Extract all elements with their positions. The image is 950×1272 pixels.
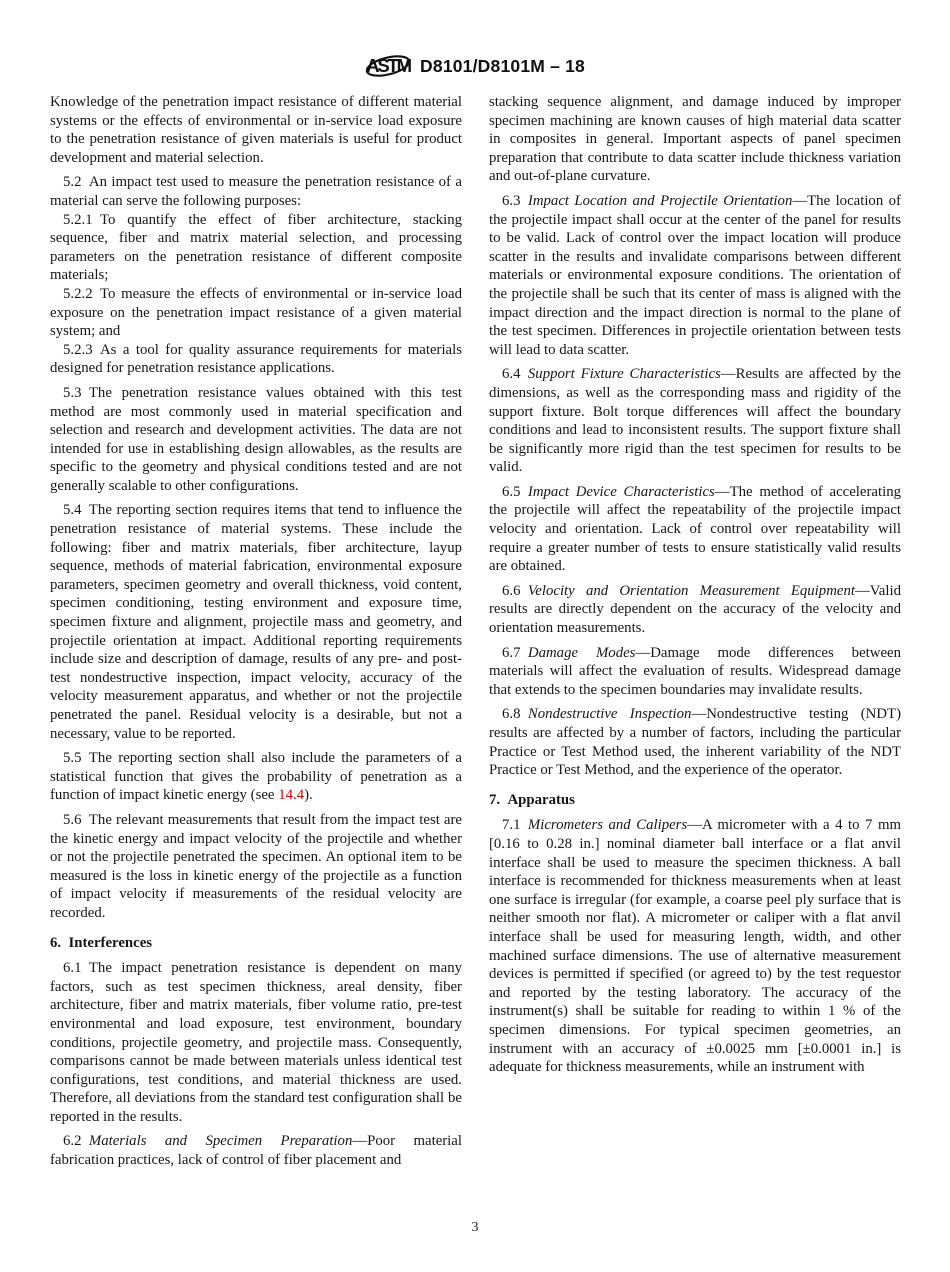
text-segment: 5.6 The relevant measurements that result from the impact test are the kinetic energy and impact velocity of the projectile and whether or not the projectile penetrated the specimen. An optional item to be measured is the loss in kinetic energy of the projectile as a function of impact velocity if measurements of the residual velocity are recorded. — [50, 811, 462, 921]
text-segment: 6.3 — [502, 192, 528, 209]
italic-lead: Impact Location and Projectile Orientation — [527, 192, 793, 209]
paragraph — [50, 959, 462, 1126]
text-segment: 6.2 — [63, 1133, 89, 1150]
paragraph — [489, 644, 901, 700]
text-segment: 5.2.1 To quantify the effect of fiber architecture, stacking sequence, fiber and matrix material selection, and processing parameters on the penetration resistance of different composite materials; — [50, 211, 462, 284]
text-segment: 7. Apparatus — [489, 791, 575, 808]
text-segment: 6.6 — [502, 582, 528, 599]
text-segment: 5.5 The reporting section shall also include the parameters of a statistical function that gives the probability of penetration as a function of impact kinetic energy (see — [50, 750, 462, 804]
paragraph — [50, 341, 462, 378]
text-segment: —Damage mode differences between materials will affect the evaluation of results. Widespread damage that extends to the specimen boundaries may invalidate results. — [489, 644, 901, 698]
italic-lead: Velocity and Orientation Measurement Equipment — [527, 582, 855, 599]
italic-lead: Micrometers and Calipers — [527, 817, 688, 834]
italic-lead: Support Fixture Characteristics — [527, 366, 721, 383]
paragraph — [50, 384, 462, 496]
page-number: 3 — [471, 1220, 479, 1235]
text-segment: 5.3 The penetration resistance values obtained with this test method are most commonly used in material specification and selection and research and development activities. The data are not intended for use in establishing design allowables, as the results are specific to the geometry and physical conditions tested and are not generally scalable to other configurations. — [50, 384, 462, 494]
paragraph — [489, 365, 901, 477]
text-segment: 6.7 — [502, 644, 528, 661]
document-body — [50, 93, 902, 1170]
text-segment: 6.4 — [502, 366, 528, 383]
italic-lead: Nondestructive Inspection — [527, 706, 692, 723]
page-footer — [0, 1220, 950, 1236]
paragraph — [489, 192, 901, 359]
left-column — [50, 93, 462, 1170]
text-segment: —The location of the projectile impact shall occur at the center of the panel for results to be valid. Lack of control over the impact location will produce scatter in the results and invalidate comparisons between different materials or environmental exposure conditions. The orientation of the projectile shall be such that its center of mass is aligned with the impact direction and the impact direction is normal to the plane of the test specimen. Differences in projectile orientation between tests will lead to data scatter. — [489, 192, 901, 358]
text-segment: —Valid results are directly dependent on the accuracy of the velocity and orientation measurements. — [489, 582, 901, 637]
paragraph — [489, 93, 901, 186]
paragraph — [50, 811, 462, 923]
text-segment: 7.1 — [502, 817, 528, 834]
cross-reference-link[interactable]: 14.4 — [278, 787, 305, 804]
page-header — [0, 44, 950, 88]
text-segment: —Nondestructive testing (NDT) results are affected by a number of factors, including the particular Practice or Test Method used, the inherent variability of the NDT Practice or Test Method, and the experience of the operator. — [489, 706, 901, 779]
paragraph — [489, 483, 901, 576]
paragraph — [50, 173, 462, 210]
astm-logo-icon — [365, 48, 411, 84]
paragraph — [50, 1132, 462, 1169]
paragraph — [489, 705, 901, 779]
text-segment: —Poor material fabrication practices, lack of control of fiber placement and — [50, 1133, 462, 1169]
text-segment: 5.2.3 As a tool for quality assurance requirements for materials designed for penetration resistance applications. — [50, 341, 462, 377]
text-segment: stacking sequence alignment, and damage induced by improper specimen machining are known causes of high material data scatter in composites in general. Important aspects of panel specimen preparation that contribute to data scatter include thickness variation and out-of-plane curvature. — [489, 94, 901, 185]
paragraph — [50, 285, 462, 341]
paragraph — [50, 211, 462, 285]
right-column — [489, 93, 901, 1170]
italic-lead: Damage Modes — [527, 644, 636, 661]
paragraph — [50, 93, 462, 167]
text-segment: 5.4 The reporting section requires items that tend to influence the penetration resistance of material systems. These include the following: fiber and matrix materials, fiber architecture, layup sequence, methods of material fabrication, environmental exposure parameters, specimen geometry and overall thickness, void content, specimen conditioning, testing environment and exposure time, specimen fixture and alignment, projectile mass and geometry, and projectile orientation at impact. Additional reporting requirements include size and description of damage, results of any pre- and post-test nondestructive inspection, impact velocity, accuracy of the velocity measurement apparatus, and whether or not the projectile penetrated the panel. Residual velocity is a desirable, but not a necessary, value to be reported. — [50, 502, 462, 742]
section-heading — [489, 791, 901, 810]
standard-designation: D8101/D8101M – 18 — [420, 55, 585, 76]
text-segment: 6.1 The impact penetration resistance is dependent on many factors, such as test specimen thickness, areal density, fiber architecture, fiber and matrix materials, fiber volume ratio, pre-test environmental and load exposure, test environment, boundary conditions, projectile geometry, and projectile mass. Consequently, comparisons cannot be made between materials unless identical test configurations, test conditions, and material thickness are used. Therefore, all deviations from the standard test configuration shall be reported in the results. — [50, 960, 462, 1125]
paragraph — [50, 501, 462, 743]
text-segment: 6.8 — [502, 706, 528, 723]
italic-lead: Impact Device Characteristics — [527, 483, 715, 500]
text-segment: 6. Interferences — [50, 934, 153, 951]
svg-text:ASTM: ASTM — [366, 55, 410, 77]
text-segment: 5.2 An impact test used to measure the penetration resistance of a material can serve the following purposes: — [50, 174, 462, 209]
text-segment: Knowledge of the penetration impact resistance of different material systems or the effects of environmental or in-service load exposure to the penetration resistance of given materials is useful for product development and material selection. — [50, 94, 462, 166]
italic-lead: Materials and Specimen Preparation — [88, 1133, 353, 1150]
text-segment: ). — [304, 787, 313, 804]
text-segment: —A micrometer with a 4 to 7 mm [0.16 to 0.28 in.] nominal diameter ball interface or a flat anvil interface shall be used to measure the specimen thickness. A ball interface is recommended for thickness measurements when at least one surface is irregular (for example, a coarse peel ply surface that is neither smooth nor flat). A micrometer or caliper with a flat anvil interface shall be used for measuring length, width, and other machined surface dimensions. The use of alternative measurement devices is permitted if specified (or agreed to) by the test requestor and reported by the testing laboratory. The accuracy of the instrument(s) shall be suitable for reading to within 1 % of the specimen dimensions. For typical specimen geometries, an instrument with an accuracy of ±0.0025 mm [±0.0001 in.] is adequate for thickness measurements, while an instrument with — [489, 817, 901, 1076]
text-segment: —The method of accelerating the projectile will affect the repeatability of the projectile impact velocity and orientation. Lack of control over repeatability will require a greater number of tests to ensure statistically valid results are obtained. — [489, 483, 901, 575]
paragraph — [489, 582, 901, 638]
text-segment: 6.5 — [502, 483, 528, 500]
paragraph — [489, 816, 901, 1076]
text-segment: —Results are affected by the dimensions, as well as the corresponding mass and rigidity of the support fixture. Bolt torque differences will affect the boundary conditions and lead to inconsistent results. The support fixture shall be significantly more rigid than the test specimen for results to be valid. — [489, 366, 901, 476]
section-heading — [50, 934, 462, 953]
paragraph — [50, 749, 462, 805]
text-segment: 5.2.2 To measure the effects of environmental or in-service load exposure on the penetration impact resistance of a given material system; and — [50, 285, 462, 340]
